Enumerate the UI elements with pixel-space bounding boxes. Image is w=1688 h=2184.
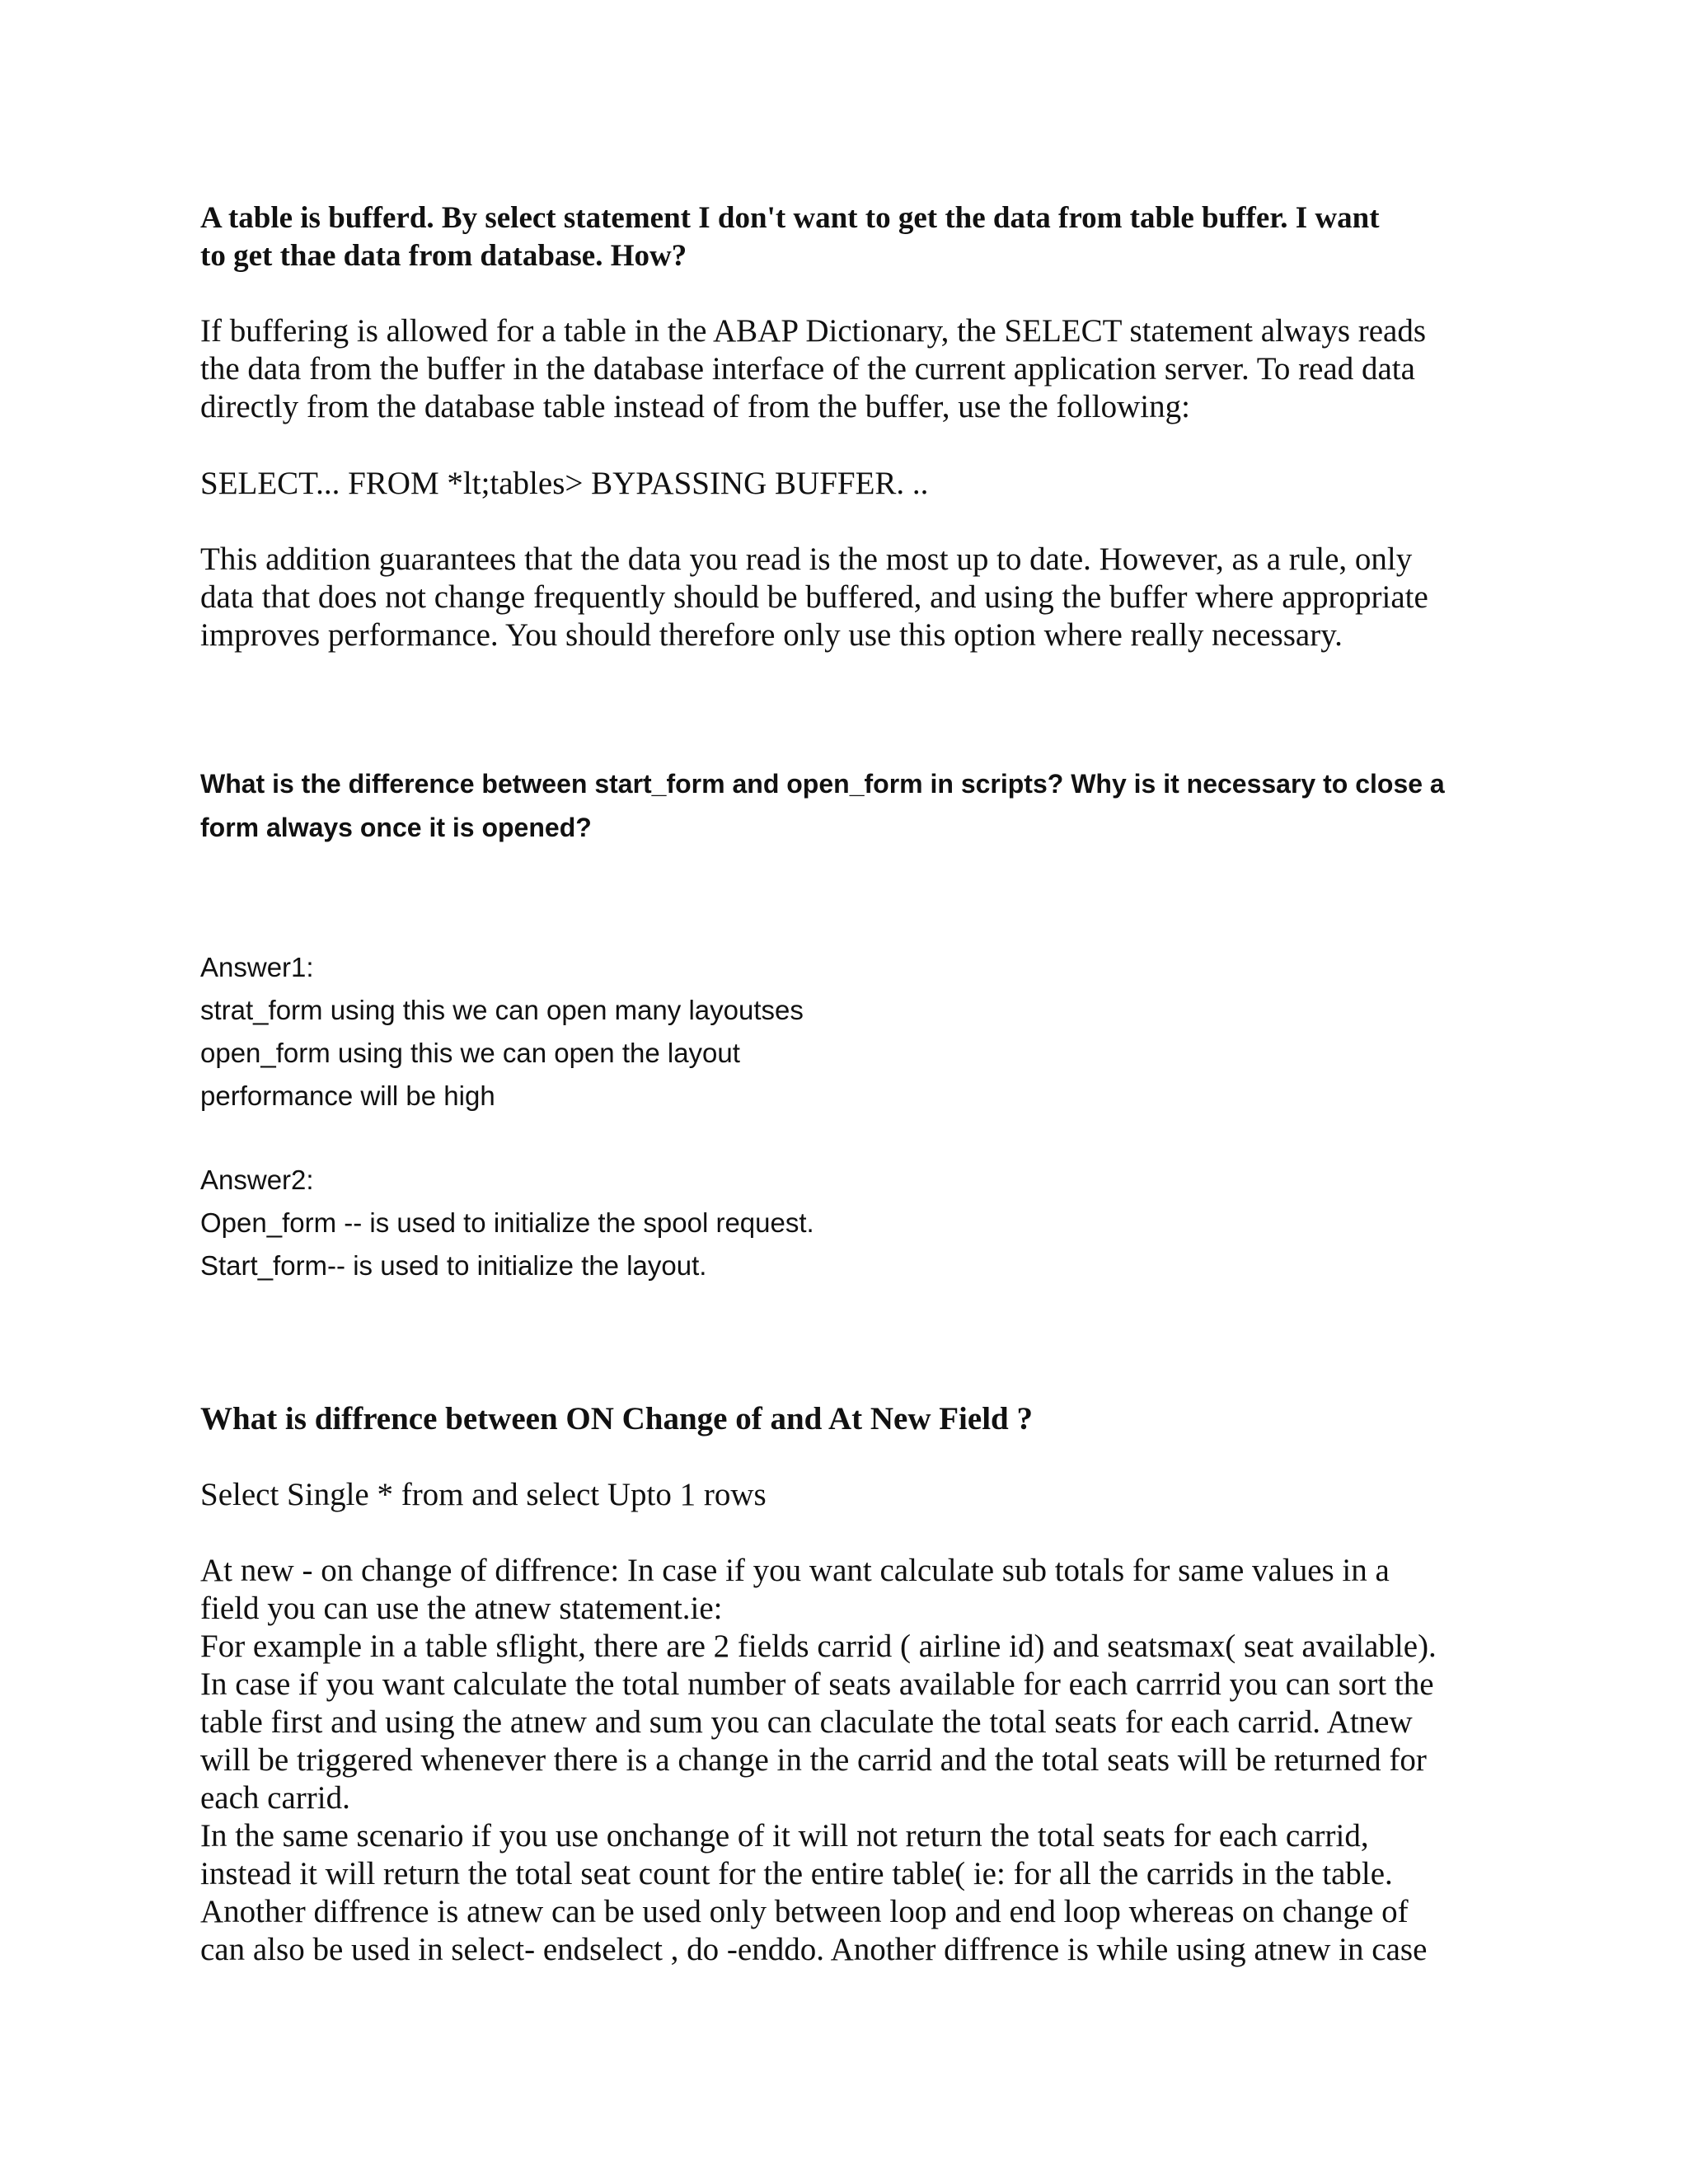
question-line: form always once it is opened? [200,813,592,842]
question-line: to get thae data from database. How? [200,239,687,273]
text-line: performance will be high [200,1080,495,1111]
text-line: strat_form using this we can open many layoutses [200,995,804,1025]
question-on-change-vs-at-new [200,1400,1519,1438]
text-line: SELECT... FROM *lt;tables> BYPASSING BUFFER. .. [200,466,929,501]
text-line: directly from the database table instead of from the buffer, use the following: [200,389,1190,424]
question-line: What is the difference between start_form and open_form in scripts? Why is it necessary to close a [200,769,1445,799]
text-line: improves performance. You should therefore only use this option where really necessary. [200,617,1343,653]
text-line: can also be used in select- endselect , do -enddo. Another diffrence is while using atnew in case [200,1932,1428,1967]
question-line: A table is bufferd. By select statement I don't want to get the data from table buffer. I want [200,201,1380,235]
text-line: instead it will return the total seat count for the entire table( ie: for all the carrids in the table. [200,1856,1393,1891]
text-line: will be triggered whenever there is a change in the carrid and the total seats will be returned for [200,1742,1427,1778]
text-line: the data from the buffer in the database interface of the current application server. To read data [200,351,1415,387]
question-line: What is diffrence between ON Change of and At New Field ? [200,1401,1033,1436]
text-line: table first and using the atnew and sum you can claculate the total seats for each carrid. Atnew [200,1704,1413,1740]
text-line: open_form using this we can open the layout [200,1038,740,1068]
paragraph-addition-guarantee [200,541,1519,654]
paragraph-buffering-explanation [200,312,1519,426]
text-line: In the same scenario if you use onchange of it will not return the total seats for each carrid, [200,1818,1369,1854]
text-line: Open_form -- is used to initialize the spool request. [200,1207,814,1238]
paragraph-at-new-explanation [200,1552,1519,1969]
answer-label: Answer2: [200,1165,314,1195]
text-line: field you can use the atnew statement.ie: [200,1591,723,1626]
text-line: In case if you want calculate the total number of seats available for each carrrid you can sort the [200,1666,1434,1702]
select-single-line [200,1476,1519,1514]
text-line: each carrid. [200,1780,350,1816]
text-line: data that does not change frequently should be buffered, and using the buffer where appropriate [200,579,1428,615]
text-line: Select Single * from and select Upto 1 rows [200,1477,767,1512]
text-line: Start_form-- is used to initialize the layout. [200,1250,707,1281]
text-line: If buffering is allowed for a table in the ABAP Dictionary, the SELECT statement always reads [200,313,1427,349]
question-buffered-table [200,199,1519,275]
answer-2 [200,1159,1519,1287]
text-line: At new - on change of diffrence: In case if you want calculate sub totals for same values in a [200,1553,1390,1588]
text-line: This addition guarantees that the data you read is the most up to date. However, as a rule, only [200,541,1413,577]
question-start-form-open-form [200,762,1519,850]
code-line-bypassing-buffer [200,465,1519,503]
answer-1 [200,946,1519,1118]
answer-label: Answer1: [200,952,314,982]
text-line: For example in a table sflight, there are 2 fields carrid ( airline id) and seatsmax( seat available). [200,1629,1437,1664]
text-line: Another diffrence is atnew can be used only between loop and end loop whereas on change of [200,1894,1409,1929]
